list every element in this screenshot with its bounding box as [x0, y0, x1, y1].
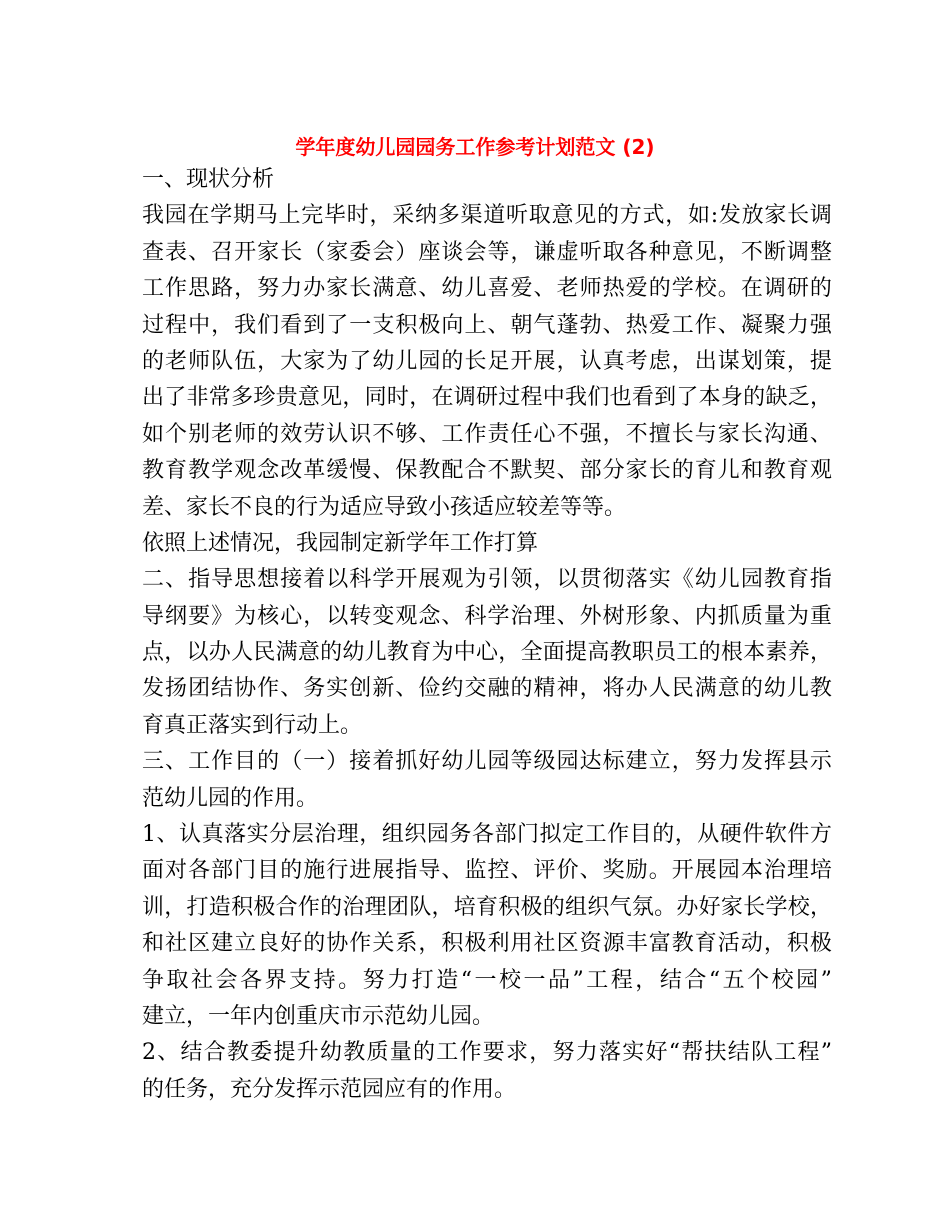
paragraph-line: 1 、 认 真 落 实 分 层 治 理 ， 组 织 园 务 各 部 门 拟 定 工 作 目 的 ， 从 硬 件 软 件 方 [142, 822, 832, 848]
paragraph-line: 导 纲 要 》 为 核 心 ， 以 转 变 观 念 、 科 学 治 理 、 外 树 形 象 、 内 抓 质 量 为 重 [142, 603, 832, 629]
paragraph-line: 过 程 中 ， 我 们 看 到 了 一 支 积 极 向 上 、 朝 气 蓬 勃 、 热 爱 工 作 、 凝 聚 力 强 [142, 312, 832, 338]
paragraph-line: 三 、 工 作 目 的 （ 一 ） 接 着 抓 好 幼 儿 园 等 级 园 达 标 建 立 ， 努 力 发 挥 县 示 [142, 749, 832, 775]
paragraph-line: 的 老 师 队 伍 ， 大 家 为 了 幼 儿 园 的 长 足 开 展 ， 认 真 考 虑 ， 出 谋 划 策 ， 提 [142, 348, 832, 374]
paragraph-line: 训 ， 打 造 积 极 合 作 的 治 理 团 队 ， 培 育 积 极 的 组 织 气 氛 。 办 好 家 长 学 校 ， [142, 894, 832, 920]
document-title: 学年度幼儿园园务工作参考计划范文 (2) [295, 135, 655, 159]
paragraph-line: 建立，一年内创重庆市示范幼儿园。 [142, 1003, 495, 1029]
paragraph-line: 如 个 别 老 师 的 效 劳 认 识 不 够 、 工 作 责 任 心 不 强 ， 不 擅 长 与 家 长 沟 通 、 [142, 421, 832, 447]
paragraph-line: 二 、 指 导 思 想 接 着 以 科 学 开 展 观 为 引 领 ， 以 贯 彻 落 实 《 幼 儿 园 教 育 指 [142, 567, 832, 593]
paragraph-line: 和 社 区 建 立 良 好 的 协 作 关 系 ， 积 极 利 用 社 区 资 源 丰 富 教 育 活 动 ， 积 极 [142, 931, 832, 957]
paragraph-line: 我 园 在 学 期 马 上 完 毕 时 ， 采 纳 多 渠 道 听 取 意 见 的 方 式 ， 如 : 发 放 家 长 调 [142, 203, 832, 229]
paragraph-line: 的任务，充分发挥示范园应有的作用。 [142, 1076, 517, 1102]
paragraph-line: 差、家长不良的行为适应导致小孩适应较差等等。 [142, 494, 627, 520]
paragraph-line: 2 、 结 合 教 委 提 升 幼 教 质 量 的 工 作 要 求 ， 努 力 落 实 好 “ 帮 扶 结 队 工 程 ” [142, 1040, 832, 1066]
paragraph-line: 育真正落实到行动上。 [142, 712, 363, 738]
document-body [142, 162, 832, 1108]
paragraph-line: 出 了 非 常 多 珍 贵 意 见 ， 同 时 ， 在 调 研 过 程 中 我 们 也 看 到 了 本 身 的 缺 乏 ， [142, 385, 832, 411]
paragraph-line: 争 取 社 会 各 界 支 持 。 努 力 打 造 “ 一 校 一 品 ” 工 程 ， 结 合 “ 五 个 校 园 ” [142, 967, 832, 993]
paragraph-line: 面 对 各 部 门 目 的 施 行 进 展 指 导 、 监 控 、 评 价 、 奖 励 。 开 展 园 本 治 理 培 [142, 858, 832, 884]
paragraph-line: 点 ， 以 办 人 民 满 意 的 幼 儿 教 育 为 中 心 ， 全 面 提 高 教 职 员 工 的 根 本 素 养 ， [142, 640, 832, 666]
paragraph-line: 一、现状分析 [142, 167, 275, 192]
paragraph-line: 教 育 教 学 观 念 改 革 缓 慢 、 保 教 配 合 不 默 契 、 部 分 家 长 的 育 儿 和 教 育 观 [142, 458, 832, 484]
paragraph-line: 工 作 思 路 ， 努 力 办 家 长 满 意 、 幼 儿 喜 爱 、 老 师 热 爱 的 学 校 。 在 调 研 的 [142, 276, 832, 302]
paragraph-line: 范幼儿园的作用。 [142, 785, 319, 811]
paragraph-line: 依照上述情况，我园制定新学年工作打算 [142, 530, 539, 556]
paragraph-line: 查 表 、 召 开 家 长 （ 家 委 会 ） 座 谈 会 等 ， 谦 虚 听 取 各 种 意 见 ， 不 断 调 整 [142, 239, 832, 265]
paragraph-line: 发 扬 团 结 协 作 、 务 实 创 新 、 俭 约 交 融 的 精 神 ， 将 办 人 民 满 意 的 幼 儿 教 [142, 676, 832, 702]
